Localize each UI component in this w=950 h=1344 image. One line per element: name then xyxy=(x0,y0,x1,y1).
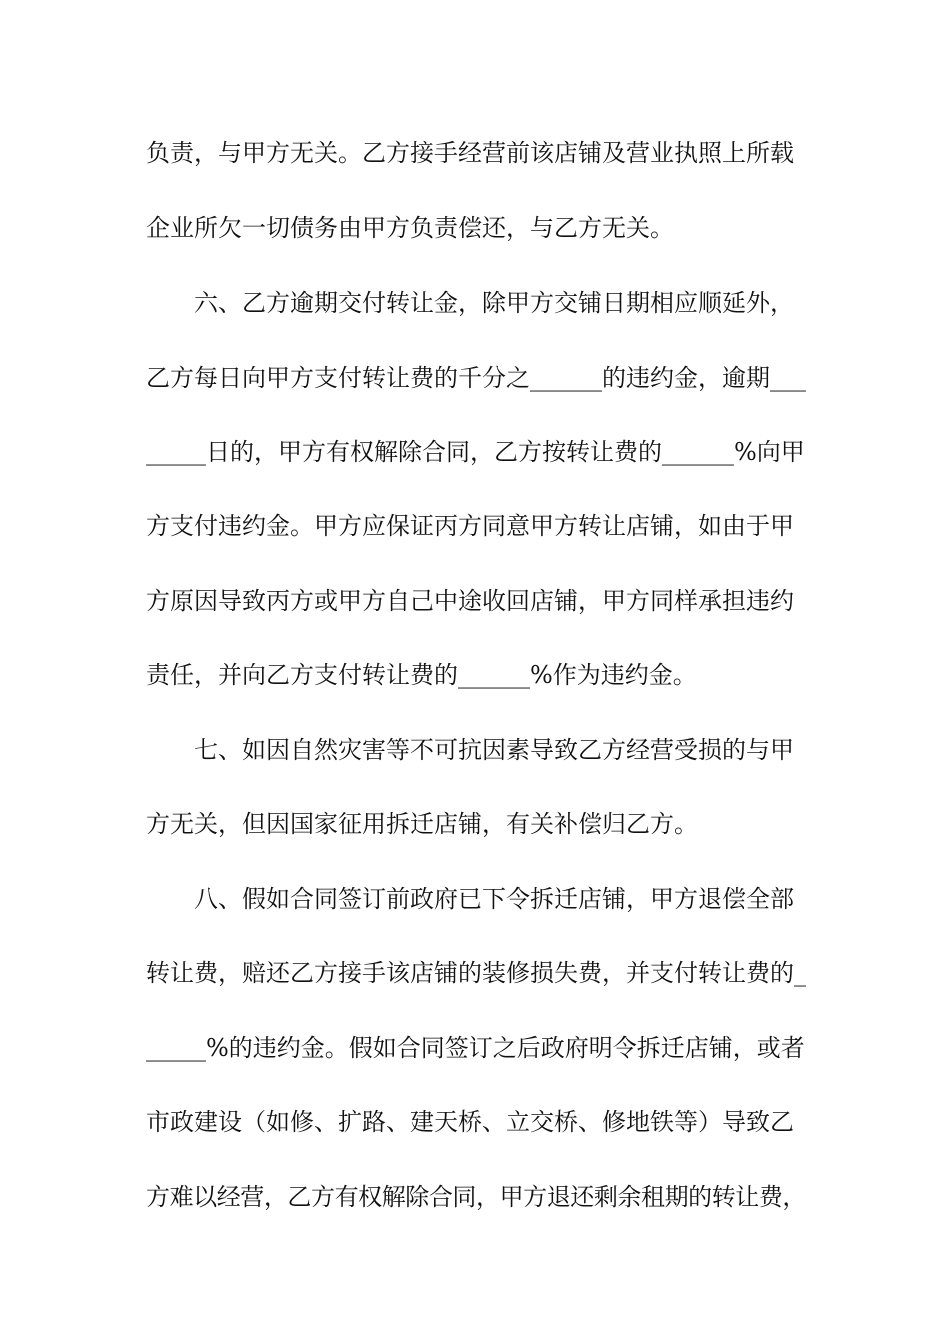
paragraph-line: 责任，并向乙方支付转让费的______%作为违约金。 xyxy=(146,661,697,689)
paragraph-line: 七、如因自然灾害等不可抗因素导致乙方经营受损的与甲 xyxy=(194,736,794,764)
paragraph-line: _____日的，甲方有权解除合同，乙方按转让费的______%向甲 xyxy=(146,438,805,466)
paragraph-line: 六、乙方逾期交付转让金，除甲方交铺日期相应顺延外， xyxy=(194,289,794,317)
paragraph-line: _____%的违约金。假如合同签订之后政府明令拆迁店铺，或者 xyxy=(146,1034,805,1062)
paragraph-line: 市政建设（如修、扩路、建天桥、立交桥、修地铁等）导致乙 xyxy=(146,1108,794,1136)
paragraph-line: 八、假如合同签订前政府已下令拆迁店铺，甲方退偿全部 xyxy=(194,885,794,913)
paragraph-line: 乙方每日向甲方支付转让费的千分之______的违约金，逾期___ xyxy=(146,364,806,392)
paragraph-line: 转让费，赔还乙方接手该店铺的装修损失费，并支付转让费的_ xyxy=(146,959,806,987)
paragraph-line: 方难以经营，乙方有权解除合同，甲方退还剩余租期的转让费， xyxy=(146,1183,806,1211)
paragraph-line: 企业所欠一切债务由甲方负责偿还，与乙方无关。 xyxy=(146,214,674,242)
paragraph-line: 负责，与甲方无关。乙方接手经营前该店铺及营业执照上所载 xyxy=(146,139,794,167)
paragraph-line: 方无关，但因国家征用拆迁店铺，有关补偿归乙方。 xyxy=(146,810,698,838)
paragraph-line: 方支付违约金。甲方应保证丙方同意甲方转让店铺，如由于甲 xyxy=(146,512,794,540)
paragraph-line: 方原因导致丙方或甲方自己中途收回店铺，甲方同样承担违约 xyxy=(146,587,794,615)
